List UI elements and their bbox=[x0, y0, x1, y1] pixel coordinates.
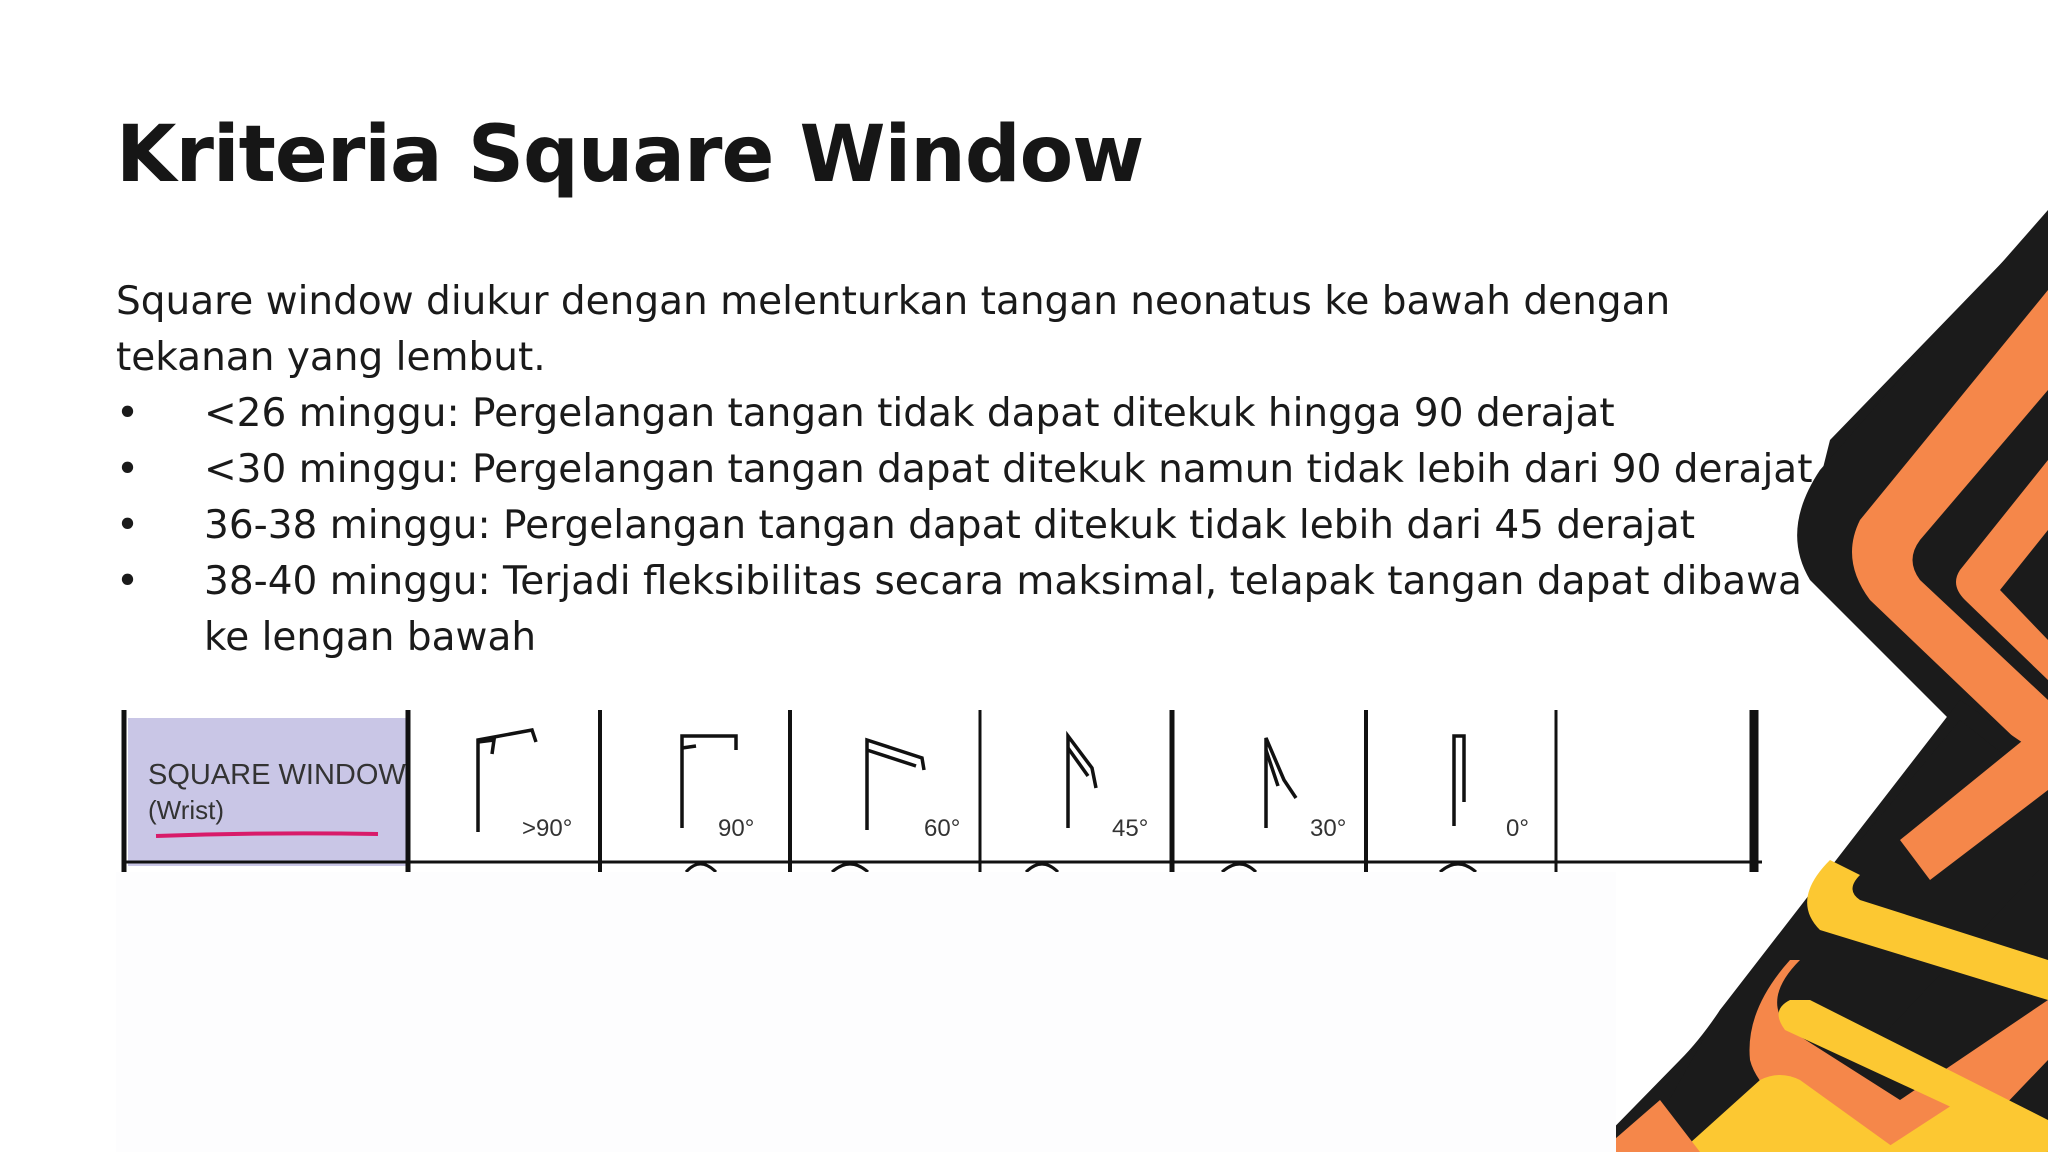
slide-body bbox=[116, 274, 1836, 666]
slide-title: Kriteria Square Window bbox=[116, 110, 1144, 200]
label-cell bbox=[128, 718, 406, 866]
angle-label: >90° bbox=[522, 815, 573, 842]
list-item bbox=[116, 554, 1836, 666]
list-item bbox=[116, 386, 1836, 442]
angle-label: 0° bbox=[1506, 815, 1529, 842]
square-window-table bbox=[116, 706, 1762, 872]
angle-label: 90° bbox=[718, 815, 755, 842]
list-item-text: 38-40 minggu: Terjadi fleksibilitas secara maksimal, telapak tangan dapat dibawa ke lengan bawah bbox=[204, 559, 1802, 660]
intro-paragraph: Square window diukur dengan melenturkan tangan neonatus ke bawah dengan tekanan yang lembut. bbox=[116, 279, 1671, 380]
angle-label: 60° bbox=[924, 815, 961, 842]
row-label: SQUARE WINDOW bbox=[148, 759, 406, 791]
bullet-marker: • bbox=[116, 503, 140, 548]
row-sublabel: (Wrist) bbox=[148, 795, 225, 825]
square-window-figure bbox=[116, 706, 1762, 872]
bullet-marker: • bbox=[116, 447, 140, 492]
list-item-text: <30 minggu: Pergelangan tangan dapat ditekuk namun tidak lebih dari 90 derajat bbox=[204, 447, 1813, 492]
bullet-marker: • bbox=[116, 391, 140, 436]
bullet-marker: • bbox=[116, 559, 140, 604]
list-item-text: 36-38 minggu: Pergelangan tangan dapat ditekuk tidak lebih dari 45 derajat bbox=[204, 503, 1696, 548]
angle-label: 30° bbox=[1310, 815, 1347, 842]
criteria-list bbox=[116, 386, 1836, 666]
list-item-text: <26 minggu: Pergelangan tangan tidak dapat ditekuk hingga 90 derajat bbox=[204, 391, 1615, 436]
angle-label: 45° bbox=[1112, 815, 1149, 842]
list-item bbox=[116, 498, 1836, 554]
figure-background-panel bbox=[116, 872, 1616, 1152]
list-item bbox=[116, 442, 1836, 498]
